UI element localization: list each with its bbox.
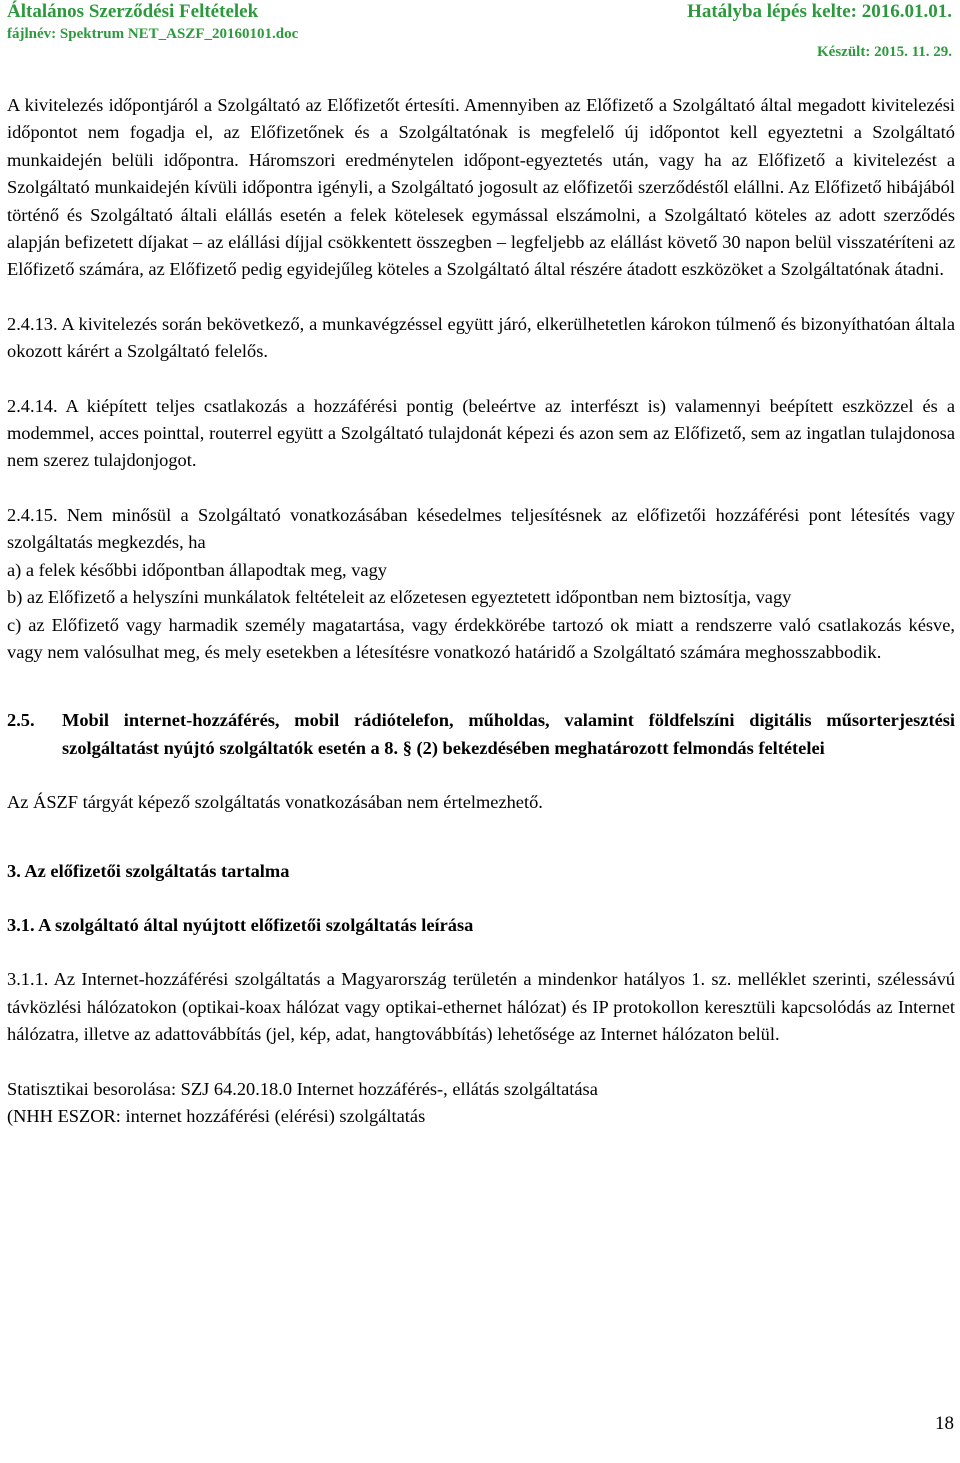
document-body (7, 92, 955, 1130)
section-3-heading: 3. Az előfizetői szolgáltatás tartalma (7, 860, 290, 881)
header-created-row (7, 44, 952, 61)
paragraph-2-5-body: Az ÁSZF tárgyát képező szolgáltatás vonatkozásában nem értelmezhető. (7, 792, 543, 813)
section-3-1-heading: 3.1. A szolgáltató által nyújtott előfizetői szolgáltatás leírása (7, 914, 474, 935)
statistical-classification: Statisztikai besorolása: SZJ 64.20.18.0 Internet hozzáférés-, ellátás szolgáltatása (7, 1078, 598, 1099)
paragraph-2-4-13: 2.4.13. A kivitelezés során bekövetkező, a munkavégzéssel együtt járó, elkerülhetetlen károkon túlmenő és bizonyíthatóan általa okozott kárért a Szolgáltató felelős. (7, 313, 955, 362)
section-2-5-title: Mobil internet-hozzáférés, mobil rádiótelefon, műholdas, valamint földfelszíni digitális műsorterjesztési szolgáltatást nyújtó szolgáltatók esetén a 8. § (2) bekezdésében meghatározott felmondás feltételei (62, 710, 955, 758)
paragraph-2-4-15: 2.4.15. Nem minősül a Szolgáltató vonatkozásában késedelmes teljesítésnek az előfizetői hozzáférési pont létesítés vagy szolgáltatás megkezdés, ha (7, 504, 955, 553)
list-item-a: a) a felek későbbi időpontban állapodtak meg, vagy (7, 559, 387, 580)
created-date: Készült: 2015. 11. 29. (817, 44, 952, 60)
nhh-eszor-classification: (NHH ESZOR: internet hozzáférési (elérési) szolgáltatás (7, 1105, 426, 1126)
document-title: Általános Szerződési Feltételek (7, 1, 259, 22)
paragraph-execution-notice: A kivitelezés időpontjáról a Szolgáltató az Előfizetőt értesíti. Amennyiben az Előfizető a Szolgáltató által megadott kivitelezési időpontot nem fogadja el, az Előfizetőnek és a Szolgáltatónak is megfelelő új időpontot kell egyeztetni a Szolgáltató munkaidején belüli időpontra. Háromszori eredménytelen időpont-egyeztetés után, vagy ha az Előfizető a kivitelezést a Szolgáltató munkaidején kívüli időpontra igényli, a Szolgáltató jogosult az előfizetői szerződéstől elállni. Az Előfizető hibájából történő és Szolgáltató általi elállás esetén a felek kötelesek egymással elszámolni, a Szolgáltató köteles az adott szerződés alapján befizetett díjakat – az elállási díjjal csökkentett összegben – legfeljebb az elállást követő 30 napon belül visszatéríteni az Előfizető számára, az Előfizető pedig egyidejűleg köteles a Szolgáltató által részére átadott eszközöket a Szolgáltatónak átadni. (7, 95, 955, 280)
list-item-c: c) az Előfizető vagy harmadik személy magatartása, vagy érdekkörébe tartozó ok miatt a rendszerre való csatlakozás késve, vagy nem valósulhat meg, és mely esetekben a létesítésre vonatkozó határidő a Szolgáltató számára meghosszabbodik. (7, 614, 955, 662)
header-title-row (7, 1, 952, 23)
paragraph-2-4-14: 2.4.14. A kiépített teljes csatlakozás a hozzáférési pontig (beleértve az interfészt is) valamennyi beépített eszközzel és a modemmel, acces pointtal, routerrel együtt a Szolgáltató tulajdonát képezi és azon sem az Előfizető, sem az ingatlan tulajdonosa nem szerez tulajdonjogot. (7, 395, 955, 471)
section-2-5-heading (7, 707, 955, 762)
list-item-b: b) az Előfizető a helyszíni munkálatok feltételeit az előzetesen egyeztetett időpontban nem biztosítja, vagy (7, 587, 792, 608)
paragraph-3-1-1: 3.1.1. Az Internet-hozzáférési szolgáltatás a Magyarország területén a mindenkor hatályos 1. sz. melléklet szerinti, szélessávú távközlési hálózatokon (optikai-koax hálózat vagy optikai-ethernet hálózat) és IP protokollon keresztüli kapcsolódás az Internet hálózatra, illetve az adattovábbítás (jel, kép, adat, hangtovábbítás) lehetősége az Internet hálózaton belül. (7, 969, 955, 1045)
header-file-row (7, 26, 952, 43)
page-number: 18 (935, 1413, 954, 1434)
effective-date: Hatályba lépés kelte: 2016.01.01. (687, 1, 952, 22)
file-name: fájlnév: Spektrum NET_ASZF_20160101.doc (7, 26, 299, 42)
section-2-5-number: 2.5. (7, 710, 35, 731)
